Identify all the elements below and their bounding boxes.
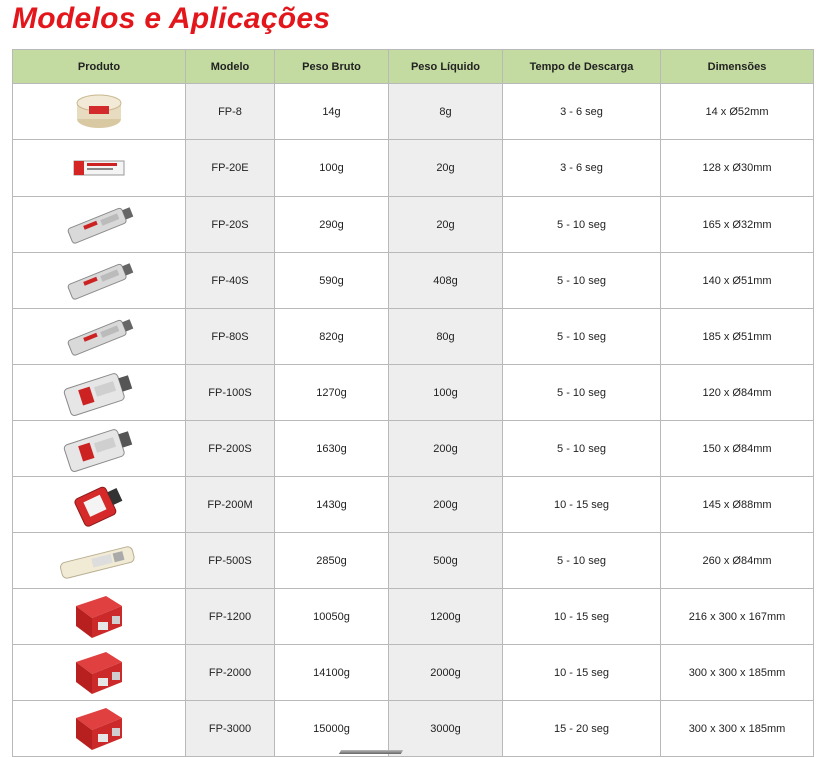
- dimensoes-cell: 216 x 300 x 167mm: [661, 589, 814, 645]
- product-image-cell: [13, 309, 186, 365]
- dimensoes-cell: 145 x Ø88mm: [661, 477, 814, 533]
- product-image-cell: [13, 421, 186, 477]
- model-cell: FP-100S: [186, 365, 275, 421]
- peso-bruto-cell: 290g: [275, 197, 389, 253]
- partial-image-edge: [339, 750, 403, 754]
- peso-liquido-cell: 500g: [389, 533, 503, 589]
- model-cell: FP-200M: [186, 477, 275, 533]
- model-cell: FP-3000: [186, 701, 275, 757]
- long-white-canister-icon: [13, 538, 185, 584]
- product-image-cell: [13, 589, 186, 645]
- peso-liquido-cell: 8g: [389, 84, 503, 140]
- peso-bruto-cell: 590g: [275, 253, 389, 309]
- peso-liquido-cell: 200g: [389, 477, 503, 533]
- table-row: [13, 140, 814, 197]
- dimensoes-cell: 300 x 300 x 185mm: [661, 701, 814, 757]
- red-box-unit-icon: [13, 704, 185, 754]
- peso-liquido-cell: 20g: [389, 140, 503, 197]
- dimensoes-cell: 150 x Ø84mm: [661, 421, 814, 477]
- dimensoes-cell: 14 x Ø52mm: [661, 84, 814, 140]
- model-cell: FP-500S: [186, 533, 275, 589]
- table-row: [13, 309, 814, 365]
- model-cell: FP-200S: [186, 421, 275, 477]
- header-peso-bruto: Peso Bruto: [275, 50, 389, 84]
- table-row: [13, 421, 814, 477]
- model-cell: FP-80S: [186, 309, 275, 365]
- dimensoes-cell: 165 x Ø32mm: [661, 197, 814, 253]
- dimensoes-cell: 260 x Ø84mm: [661, 533, 814, 589]
- header-peso-liquido: Peso Líquido: [389, 50, 503, 84]
- table-row: [13, 197, 814, 253]
- table-row: [13, 477, 814, 533]
- dimensoes-cell: 128 x Ø30mm: [661, 140, 814, 197]
- peso-bruto-cell: 1630g: [275, 421, 389, 477]
- table-row: [13, 365, 814, 421]
- tempo-descarga-cell: 5 - 10 seg: [503, 365, 661, 421]
- model-cell: FP-20E: [186, 140, 275, 197]
- dimensoes-cell: 140 x Ø51mm: [661, 253, 814, 309]
- tempo-descarga-cell: 10 - 15 seg: [503, 645, 661, 701]
- peso-liquido-cell: 3000g: [389, 701, 503, 757]
- tempo-descarga-cell: 5 - 10 seg: [503, 309, 661, 365]
- peso-bruto-cell: 2850g: [275, 533, 389, 589]
- peso-bruto-cell: 1430g: [275, 477, 389, 533]
- large-cylinder-canister-icon: [13, 370, 185, 416]
- table-row: [13, 645, 814, 701]
- peso-liquido-cell: 408g: [389, 253, 503, 309]
- model-cell: FP-2000: [186, 645, 275, 701]
- peso-bruto-cell: 1270g: [275, 365, 389, 421]
- cylinder-canister-icon: [13, 258, 185, 304]
- tempo-descarga-cell: 3 - 6 seg: [503, 140, 661, 197]
- header-modelo: Modelo: [186, 50, 275, 84]
- product-image-cell: [13, 701, 186, 757]
- table-row: [13, 253, 814, 309]
- model-cell: FP-20S: [186, 197, 275, 253]
- page-title: Modelos e Aplicações: [12, 2, 331, 35]
- peso-bruto-cell: 14100g: [275, 645, 389, 701]
- table-row: [13, 701, 814, 757]
- table-header-row: [13, 50, 814, 84]
- peso-liquido-cell: 100g: [389, 365, 503, 421]
- tempo-descarga-cell: 3 - 6 seg: [503, 84, 661, 140]
- table-row: [13, 589, 814, 645]
- product-image-cell: [13, 84, 186, 140]
- cylinder-canister-icon: [13, 202, 185, 248]
- red-box-unit-icon: [13, 648, 185, 698]
- tempo-descarga-cell: 5 - 10 seg: [503, 197, 661, 253]
- cylinder-canister-icon: [13, 314, 185, 360]
- peso-liquido-cell: 80g: [389, 309, 503, 365]
- header-produto: Produto: [13, 50, 186, 84]
- tub-container-icon: [13, 89, 185, 135]
- tempo-descarga-cell: 5 - 10 seg: [503, 253, 661, 309]
- table-row: [13, 533, 814, 589]
- table-row: [13, 84, 814, 140]
- product-image-cell: [13, 140, 186, 197]
- peso-bruto-cell: 820g: [275, 309, 389, 365]
- tempo-descarga-cell: 15 - 20 seg: [503, 701, 661, 757]
- dimensoes-cell: 120 x Ø84mm: [661, 365, 814, 421]
- dimensoes-cell: 300 x 300 x 185mm: [661, 645, 814, 701]
- large-cylinder-canister-icon: [13, 426, 185, 472]
- peso-bruto-cell: 100g: [275, 140, 389, 197]
- peso-liquido-cell: 200g: [389, 421, 503, 477]
- tempo-descarga-cell: 5 - 10 seg: [503, 533, 661, 589]
- product-image-cell: [13, 253, 186, 309]
- product-image-cell: [13, 645, 186, 701]
- red-box-unit-icon: [13, 592, 185, 642]
- tempo-descarga-cell: 10 - 15 seg: [503, 589, 661, 645]
- product-image-cell: [13, 477, 186, 533]
- peso-liquido-cell: 1200g: [389, 589, 503, 645]
- model-cell: FP-40S: [186, 253, 275, 309]
- peso-liquido-cell: 2000g: [389, 645, 503, 701]
- tempo-descarga-cell: 10 - 15 seg: [503, 477, 661, 533]
- product-image-cell: [13, 197, 186, 253]
- tempo-descarga-cell: 5 - 10 seg: [503, 421, 661, 477]
- peso-bruto-cell: 14g: [275, 84, 389, 140]
- peso-liquido-cell: 20g: [389, 197, 503, 253]
- model-cell: FP-8: [186, 84, 275, 140]
- peso-bruto-cell: 10050g: [275, 589, 389, 645]
- model-cell: FP-1200: [186, 589, 275, 645]
- dimensoes-cell: 185 x Ø51mm: [661, 309, 814, 365]
- product-image-cell: [13, 533, 186, 589]
- tube-canister-icon: [13, 145, 185, 191]
- header-dimensoes: Dimensões: [661, 50, 814, 84]
- header-tempo-descarga: Tempo de Descarga: [503, 50, 661, 84]
- table-body: [13, 84, 814, 757]
- red-cylinder-canister-icon: [13, 482, 185, 528]
- product-image-cell: [13, 365, 186, 421]
- peso-bruto-cell: 15000g: [275, 701, 389, 757]
- models-table: [12, 49, 814, 757]
